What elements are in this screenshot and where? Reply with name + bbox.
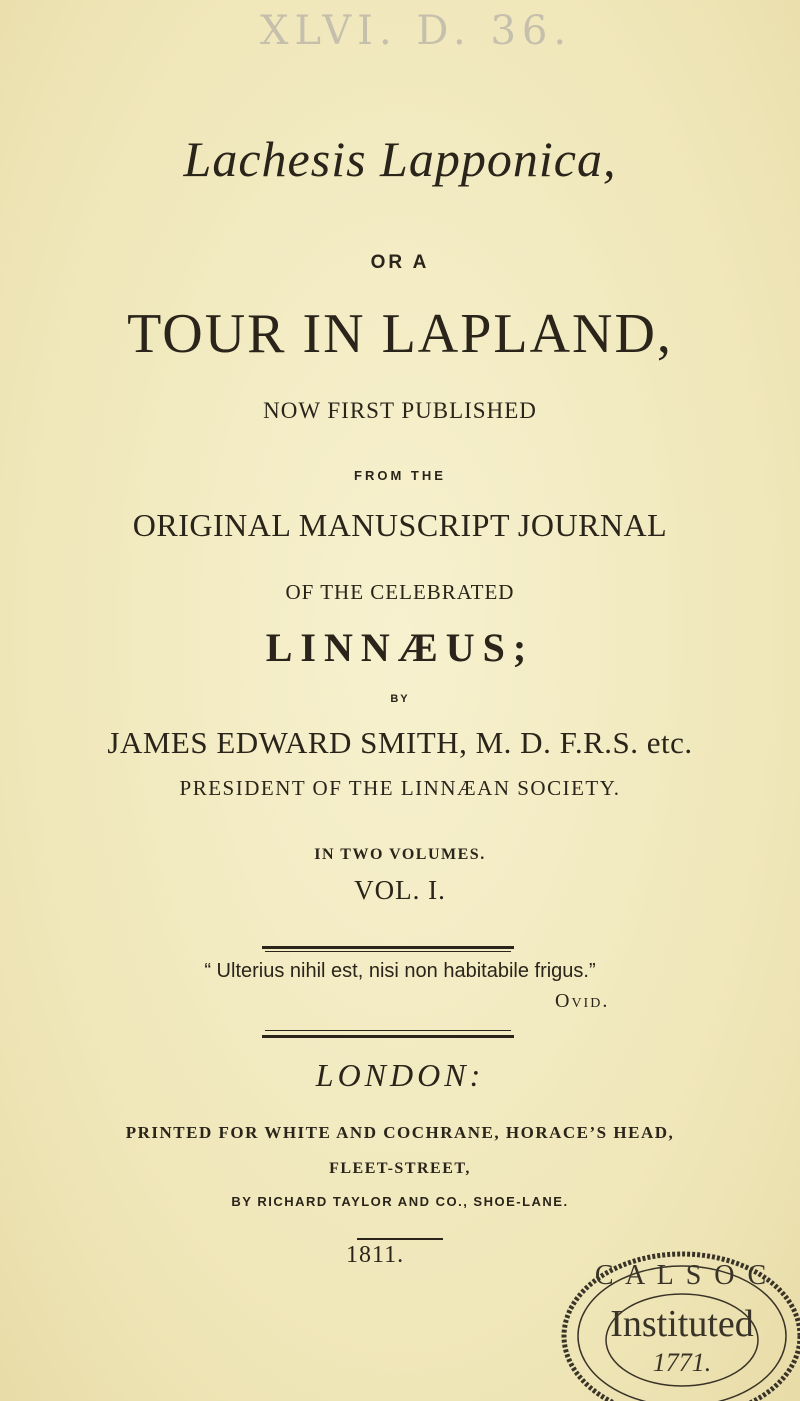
library-stamp xyxy=(550,1236,800,1401)
original-journal: ORIGINAL MANUSCRIPT JOURNAL xyxy=(132,507,668,543)
author: JAMES EDWARD SMITH, M. D. F.R.S. etc. xyxy=(107,725,693,760)
stamp-center: Instituted xyxy=(610,1303,754,1345)
author-title: PRESIDENT OF THE LINNÆAN SOCIETY. xyxy=(179,776,621,800)
or-a: OR A xyxy=(370,252,430,273)
imprint-rule xyxy=(357,1238,443,1240)
epigraph-rule-bottom xyxy=(262,1035,514,1038)
title-latin: Lachesis Lapponica, xyxy=(183,131,617,187)
imprint-city: LONDON: xyxy=(315,1057,485,1093)
stamp-top-arc: C A L S O C xyxy=(594,1260,770,1291)
imprint-printer: BY RICHARD TAYLOR AND CO., SHOE-LANE. xyxy=(231,1194,569,1209)
shelfmark: XLVI. D. 36. xyxy=(260,8,573,54)
now-published: NOW FIRST PUBLISHED xyxy=(263,398,537,423)
epigraph-quote: “ Ulterius nihil est, nisi non habitabile frigus.” xyxy=(204,960,596,982)
by: BY xyxy=(390,693,410,705)
linnaeus: LINNÆUS; xyxy=(265,625,535,670)
imprint-printed-for: PRINTED FOR WHITE AND COCHRANE, HORACE’S HEAD, xyxy=(125,1123,675,1142)
main-title: TOUR IN LAPLAND, xyxy=(127,303,673,365)
stamp-year: 1771. xyxy=(652,1348,712,1377)
from-the: FROM THE xyxy=(354,468,446,483)
epigraph-rule-bottom-thin xyxy=(265,1030,511,1031)
epigraph-rule-top xyxy=(262,946,514,949)
volumes: IN TWO VOLUMES. xyxy=(314,846,486,863)
epigraph-rule-top-thin xyxy=(265,951,511,952)
of-the-celebrated: OF THE CELEBRATED xyxy=(285,580,515,604)
epigraph-attribution: Ovid. xyxy=(555,990,610,1012)
volume: VOL. I. xyxy=(354,875,446,905)
imprint-street: FLEET-STREET, xyxy=(329,1160,471,1177)
imprint-year: 1811. xyxy=(346,1242,405,1268)
